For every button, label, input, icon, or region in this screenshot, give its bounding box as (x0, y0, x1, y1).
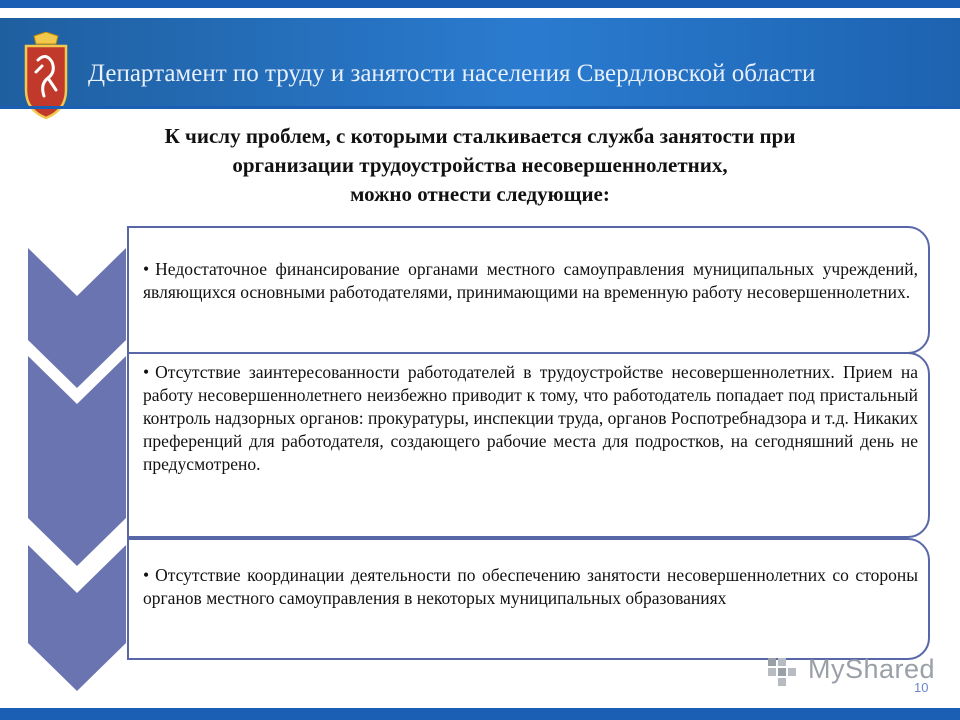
header-banner (0, 18, 960, 108)
banner-divider (0, 106, 960, 109)
heading-line-1: К числу проблем, с которыми сталкивается служба занятости при (164, 124, 796, 148)
heading-line-2: организации трудоустройства несовершеннолетних, (232, 153, 728, 177)
heading-line-3: можно отнести следующие: (350, 182, 610, 206)
slide-heading (40, 122, 920, 209)
chevron-2 (28, 356, 126, 566)
problem-card-1 (127, 226, 930, 354)
bottom-bar (0, 708, 960, 720)
bullet: • (143, 259, 150, 279)
page-number: 10 (914, 680, 929, 695)
problem-text-2: Отсутствие заинтересованности работодателей в трудоустройстве несовершеннолетних. Прием на работу несовершеннолетнего неизбежно приводит к тому, что работодатель попадает под пристальный контроль надзорных органов: прокуратуры, инспекции труда, органов Роспотребнадзора и т.д. Никаких преференций для работодателя, создающего рабочие места для подростков, на сегодняшний день не предусмотрено. (143, 362, 918, 474)
chevron-3 (28, 545, 126, 691)
bullet: • (143, 362, 150, 382)
problem-card-3 (127, 538, 930, 660)
problem-text-1: Недостаточное финансирование органами местного самоуправления муниципальных учреждений, являющихся основными работодателями, принимающими на временную работу несовершеннолетних. (143, 259, 918, 302)
department-title: Департамент по труду и занятости населения Свердловской области (88, 60, 816, 87)
watermark-text: MyShared (808, 654, 936, 684)
problem-text-3: Отсутствие координации деятельности по обеспечению занятости несовершеннолетних со стороны органов местного самоуправления в некоторых муниципальных образованиях (143, 565, 918, 608)
problem-card-2 (127, 352, 930, 538)
top-bar (0, 0, 960, 8)
bullet: • (143, 565, 150, 585)
